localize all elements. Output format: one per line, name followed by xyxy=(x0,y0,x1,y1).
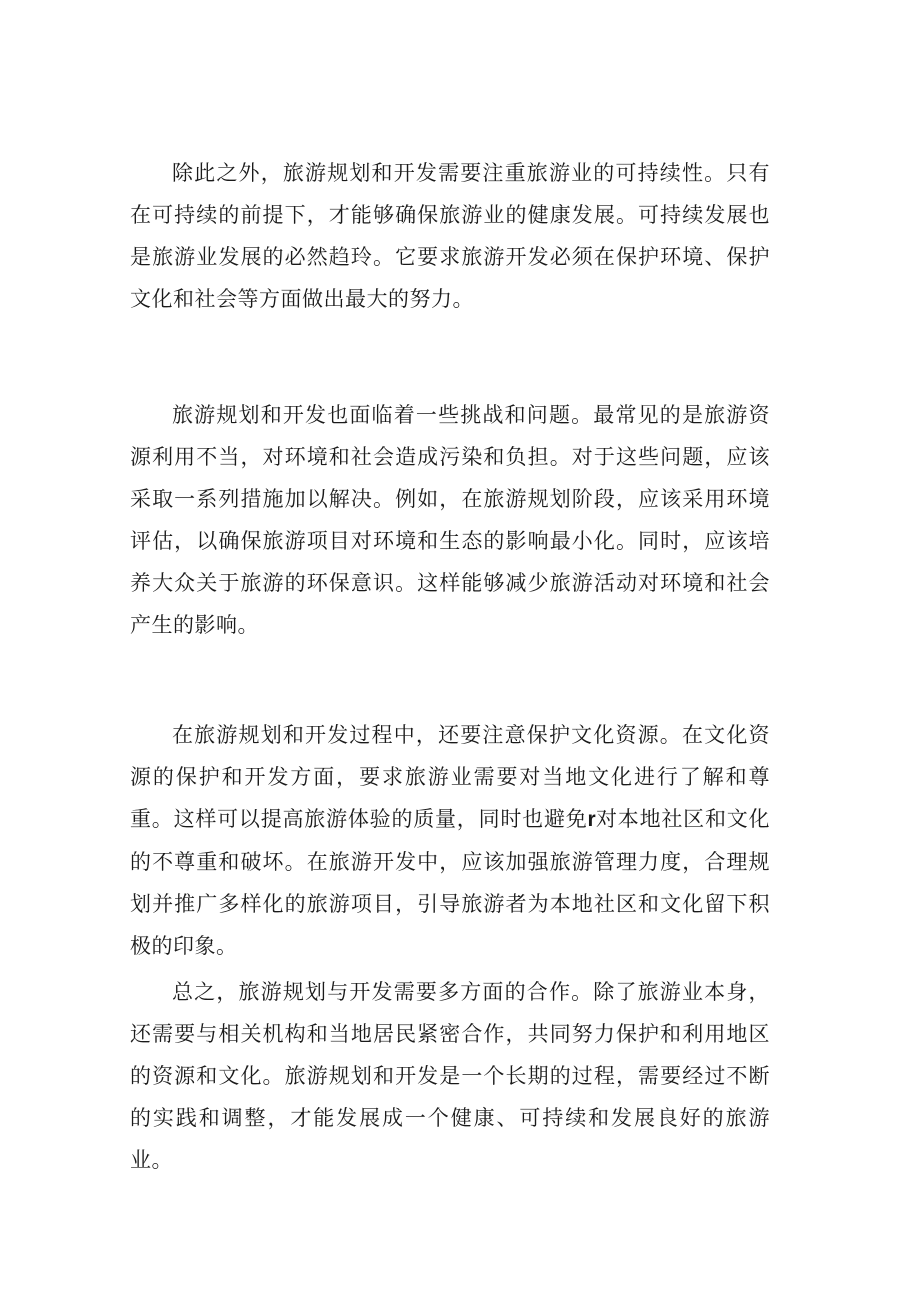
paragraph-challenges xyxy=(130,394,770,646)
document-body xyxy=(130,152,770,1181)
paragraph-conclusion xyxy=(130,971,770,1181)
paragraph-text: 除此之外，旅游规划和开发需要注重旅游业的可持续性。只有在可持续的前提下，才能够确保旅游业的健康发展。可持续发展也是旅游业发展的必然趋玲。它要求旅游开发必须在保护环境、保护文化和社会等方面做出最大的努力。 xyxy=(130,161,770,311)
paragraph-text: 在旅游规划和开发过程中，还要注意保护文化资源。在文化资源的保护和开发方面，要求旅游业需要对当地文化进行了解和尊重。这样可以提高旅游体验的质量，同时也避免 xyxy=(130,723,770,831)
paragraph-cultural-protection xyxy=(130,714,770,967)
stray-character: r xyxy=(587,808,596,831)
paragraph-text: 对本地社区和文化的不尊重和破坏。在旅游开发中，应该加强旅游管理力度，合理规划并推广多样化的旅游项目，引导旅游者为本地社区和文化留下积极的印象。 xyxy=(130,807,771,958)
paragraph-text: 旅游规划和开发也面临着一些挑战和问题。最常见的是旅游资源利用不当，对环境和社会造成污染和负担。对于这些问题，应该采取一系列措施加以解决。例如，在旅游规划阶段，应该采用环境评估，以确保旅游项目对环境和生态的影响最小化。同时，应该培养大众关于旅游的环保意识。这样能够减少旅游活动对环境和社会产生的影响。 xyxy=(130,403,770,637)
paragraph-sustainability xyxy=(130,152,770,320)
paragraph-text: 总之，旅游规划与开发需要多方面的合作。除了旅游业本身，还需要与相关机构和当地居民紧密合作，共同努力保护和利用地区的资源和文化。旅游规划和开发是一个长期的过程，需要经过不断的实践和调整，才能发展成一个健康、可持续和发展良好的旅游业。 xyxy=(130,980,770,1172)
